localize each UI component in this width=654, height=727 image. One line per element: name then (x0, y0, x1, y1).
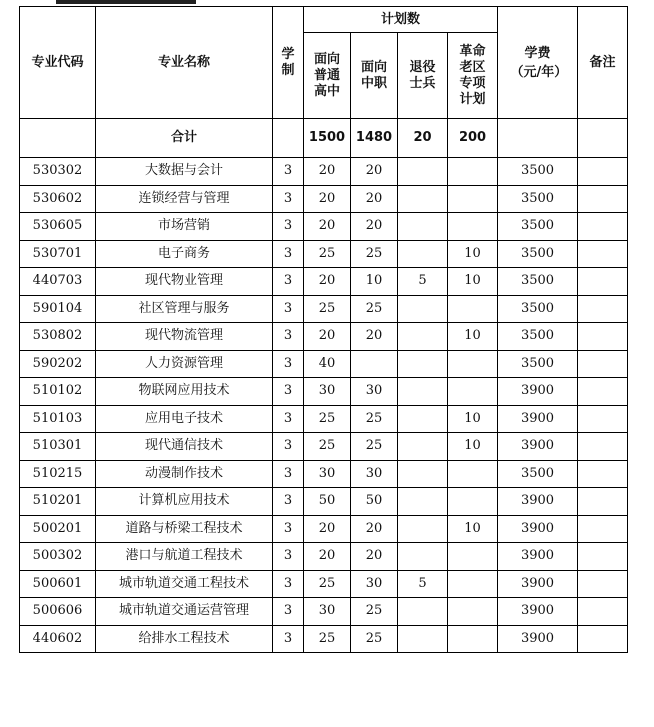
cell-name: 道路与桥梁工程技术 (96, 515, 273, 543)
cell-vocational: 25 (351, 240, 398, 268)
header-code: 专业代码 (20, 7, 96, 119)
cell-remark (578, 185, 628, 213)
cell-remark (578, 405, 628, 433)
enrollment-plan-table (19, 6, 628, 653)
cell-years: 3 (273, 625, 304, 653)
cell-general: 40 (304, 350, 351, 378)
cell-tuition: 3900 (498, 488, 578, 516)
cell-code: 530802 (20, 323, 96, 351)
header-name: 专业名称 (96, 7, 273, 119)
cell-vocational: 25 (351, 295, 398, 323)
cell-veterans (398, 378, 448, 406)
cell-remark (578, 460, 628, 488)
header-remark: 备注 (578, 7, 628, 119)
cell-remark (578, 295, 628, 323)
table-row (20, 460, 628, 488)
header-plan: 计划数 (304, 7, 498, 33)
cell-revolution: 10 (448, 268, 498, 296)
header-veterans (398, 33, 448, 119)
cell-name: 大数据与会计 (96, 158, 273, 186)
cell-vocational: 20 (351, 213, 398, 241)
table-row (20, 488, 628, 516)
cell-years: 3 (273, 158, 304, 186)
cell-tuition: 3900 (498, 405, 578, 433)
header-vocational-text: 面向中职 (360, 59, 387, 91)
cell-years: 3 (273, 378, 304, 406)
cell-veterans (398, 515, 448, 543)
cell-tuition: 3900 (498, 570, 578, 598)
cell-years: 3 (273, 323, 304, 351)
cell-tuition: 3500 (498, 295, 578, 323)
total-general: 1500 (304, 119, 351, 158)
cell-years: 3 (273, 240, 304, 268)
cell-general: 20 (304, 323, 351, 351)
cell-tuition: 3500 (498, 213, 578, 241)
cell-general: 30 (304, 598, 351, 626)
cell-years: 3 (273, 460, 304, 488)
cell-remark (578, 323, 628, 351)
cell-vocational (351, 350, 398, 378)
cell-name: 电子商务 (96, 240, 273, 268)
table-row (20, 543, 628, 571)
cell-tuition: 3500 (498, 185, 578, 213)
cell-general: 25 (304, 240, 351, 268)
table-row (20, 185, 628, 213)
cell-code: 590202 (20, 350, 96, 378)
cell-name: 物联网应用技术 (96, 378, 273, 406)
cell-revolution: 10 (448, 240, 498, 268)
cell-revolution (448, 543, 498, 571)
table-row (20, 598, 628, 626)
table-row (20, 240, 628, 268)
cell-code: 530701 (20, 240, 96, 268)
cell-remark (578, 350, 628, 378)
cell-name: 连锁经营与管理 (96, 185, 273, 213)
cell-revolution (448, 598, 498, 626)
cell-general: 30 (304, 378, 351, 406)
cell-tuition: 3500 (498, 268, 578, 296)
cell-remark (578, 488, 628, 516)
cell-revolution (448, 158, 498, 186)
cell-veterans: 5 (398, 570, 448, 598)
header-general-text: 面向普通高中 (313, 51, 340, 99)
cell-veterans (398, 460, 448, 488)
cell-revolution: 10 (448, 323, 498, 351)
cell-revolution (448, 460, 498, 488)
cell-code: 510201 (20, 488, 96, 516)
cell-name: 现代通信技术 (96, 433, 273, 461)
header-tuition (498, 7, 578, 119)
cell-veterans (398, 158, 448, 186)
cell-tuition: 3900 (498, 515, 578, 543)
cell-years: 3 (273, 433, 304, 461)
total-code (20, 119, 96, 158)
cell-years: 3 (273, 488, 304, 516)
cell-veterans (398, 185, 448, 213)
cell-vocational: 30 (351, 570, 398, 598)
cell-general: 50 (304, 488, 351, 516)
cell-vocational: 20 (351, 543, 398, 571)
cell-years: 3 (273, 350, 304, 378)
cell-revolution (448, 350, 498, 378)
cell-code: 510301 (20, 433, 96, 461)
cell-remark (578, 378, 628, 406)
cell-general: 30 (304, 460, 351, 488)
cell-code: 500201 (20, 515, 96, 543)
cell-remark (578, 268, 628, 296)
cell-years: 3 (273, 405, 304, 433)
cell-tuition: 3500 (498, 460, 578, 488)
cell-remark (578, 570, 628, 598)
cell-vocational: 25 (351, 405, 398, 433)
cell-vocational: 30 (351, 378, 398, 406)
cell-years: 3 (273, 570, 304, 598)
cell-remark (578, 213, 628, 241)
cell-general: 20 (304, 268, 351, 296)
cell-veterans (398, 433, 448, 461)
cell-vocational: 20 (351, 158, 398, 186)
table-row (20, 570, 628, 598)
header-row-top (20, 7, 628, 33)
cell-vocational: 25 (351, 433, 398, 461)
cell-remark (578, 598, 628, 626)
cell-veterans (398, 625, 448, 653)
cell-name: 市场营销 (96, 213, 273, 241)
cell-tuition: 3900 (498, 378, 578, 406)
cell-revolution (448, 295, 498, 323)
cell-vocational: 50 (351, 488, 398, 516)
cell-tuition: 3500 (498, 350, 578, 378)
cell-years: 3 (273, 543, 304, 571)
cell-tuition: 3500 (498, 240, 578, 268)
cell-tuition: 3900 (498, 433, 578, 461)
header-vocational (351, 33, 398, 119)
cell-general: 20 (304, 543, 351, 571)
total-remark (578, 119, 628, 158)
cell-name: 现代物流管理 (96, 323, 273, 351)
cell-name: 计算机应用技术 (96, 488, 273, 516)
cell-code: 530605 (20, 213, 96, 241)
cell-general: 25 (304, 433, 351, 461)
header-tuition-text: 学费（元/年） (510, 45, 568, 80)
header-veterans-text: 退役士兵 (409, 59, 436, 91)
header-revolution-text: 革命老区专项计划 (459, 43, 486, 107)
cell-general: 25 (304, 295, 351, 323)
cell-veterans (398, 323, 448, 351)
cell-revolution: 10 (448, 405, 498, 433)
cell-name: 应用电子技术 (96, 405, 273, 433)
cell-code: 510215 (20, 460, 96, 488)
cell-general: 20 (304, 213, 351, 241)
cell-code: 510103 (20, 405, 96, 433)
cell-vocational: 20 (351, 185, 398, 213)
table-row (20, 295, 628, 323)
cell-veterans (398, 213, 448, 241)
cell-tuition: 3500 (498, 323, 578, 351)
cell-remark (578, 543, 628, 571)
cell-general: 20 (304, 158, 351, 186)
table-row (20, 515, 628, 543)
cell-vocational: 30 (351, 460, 398, 488)
total-veterans: 20 (398, 119, 448, 158)
table-row (20, 625, 628, 653)
cell-name: 港口与航道工程技术 (96, 543, 273, 571)
cell-name: 城市轨道交通运营管理 (96, 598, 273, 626)
cell-revolution (448, 378, 498, 406)
total-vocational: 1480 (351, 119, 398, 158)
table-row (20, 405, 628, 433)
cell-code: 500302 (20, 543, 96, 571)
cropped-heading-fragment (20, 0, 220, 4)
cell-code: 530302 (20, 158, 96, 186)
cell-remark (578, 158, 628, 186)
cell-remark (578, 240, 628, 268)
cell-years: 3 (273, 213, 304, 241)
table-row (20, 350, 628, 378)
cell-revolution: 10 (448, 515, 498, 543)
cell-years: 3 (273, 268, 304, 296)
table-row (20, 378, 628, 406)
cell-years: 3 (273, 598, 304, 626)
cell-code: 500601 (20, 570, 96, 598)
cell-revolution (448, 570, 498, 598)
cell-name: 动漫制作技术 (96, 460, 273, 488)
cell-veterans: 5 (398, 268, 448, 296)
cell-revolution (448, 488, 498, 516)
cell-name: 现代物业管理 (96, 268, 273, 296)
cell-tuition: 3500 (498, 158, 578, 186)
cell-general: 25 (304, 570, 351, 598)
table-row (20, 158, 628, 186)
cell-veterans (398, 295, 448, 323)
cell-vocational: 25 (351, 598, 398, 626)
cell-vocational: 20 (351, 515, 398, 543)
cell-years: 3 (273, 185, 304, 213)
cell-code: 440703 (20, 268, 96, 296)
cell-name: 人力资源管理 (96, 350, 273, 378)
table-row (20, 268, 628, 296)
total-years (273, 119, 304, 158)
cell-general: 20 (304, 515, 351, 543)
cell-vocational: 25 (351, 625, 398, 653)
header-revolution (448, 33, 498, 119)
cell-revolution (448, 213, 498, 241)
cell-revolution (448, 185, 498, 213)
cell-name: 给排水工程技术 (96, 625, 273, 653)
cell-code: 500606 (20, 598, 96, 626)
table-row (20, 323, 628, 351)
header-general (304, 33, 351, 119)
cell-veterans (398, 543, 448, 571)
total-label: 合计 (96, 119, 273, 158)
cell-tuition: 3900 (498, 543, 578, 571)
header-years-text: 学制 (281, 46, 295, 78)
cell-vocational: 20 (351, 323, 398, 351)
cell-revolution (448, 625, 498, 653)
cell-years: 3 (273, 295, 304, 323)
cell-veterans (398, 240, 448, 268)
cell-remark (578, 515, 628, 543)
cell-veterans (398, 488, 448, 516)
cell-vocational: 10 (351, 268, 398, 296)
cell-tuition: 3900 (498, 598, 578, 626)
cell-tuition: 3900 (498, 625, 578, 653)
cell-veterans (398, 598, 448, 626)
cell-code: 440602 (20, 625, 96, 653)
cell-veterans (398, 350, 448, 378)
cell-general: 20 (304, 185, 351, 213)
cell-name: 社区管理与服务 (96, 295, 273, 323)
cell-general: 25 (304, 405, 351, 433)
cell-code: 530602 (20, 185, 96, 213)
cell-veterans (398, 405, 448, 433)
cell-years: 3 (273, 515, 304, 543)
table-row (20, 433, 628, 461)
cell-code: 590104 (20, 295, 96, 323)
total-row (20, 119, 628, 158)
cell-code: 510102 (20, 378, 96, 406)
total-revolution: 200 (448, 119, 498, 158)
cell-remark (578, 433, 628, 461)
cell-remark (578, 625, 628, 653)
cell-general: 25 (304, 625, 351, 653)
table-row (20, 213, 628, 241)
table-body (20, 119, 628, 653)
header-years (273, 7, 304, 119)
cell-name: 城市轨道交通工程技术 (96, 570, 273, 598)
cell-revolution: 10 (448, 433, 498, 461)
total-tuition (498, 119, 578, 158)
